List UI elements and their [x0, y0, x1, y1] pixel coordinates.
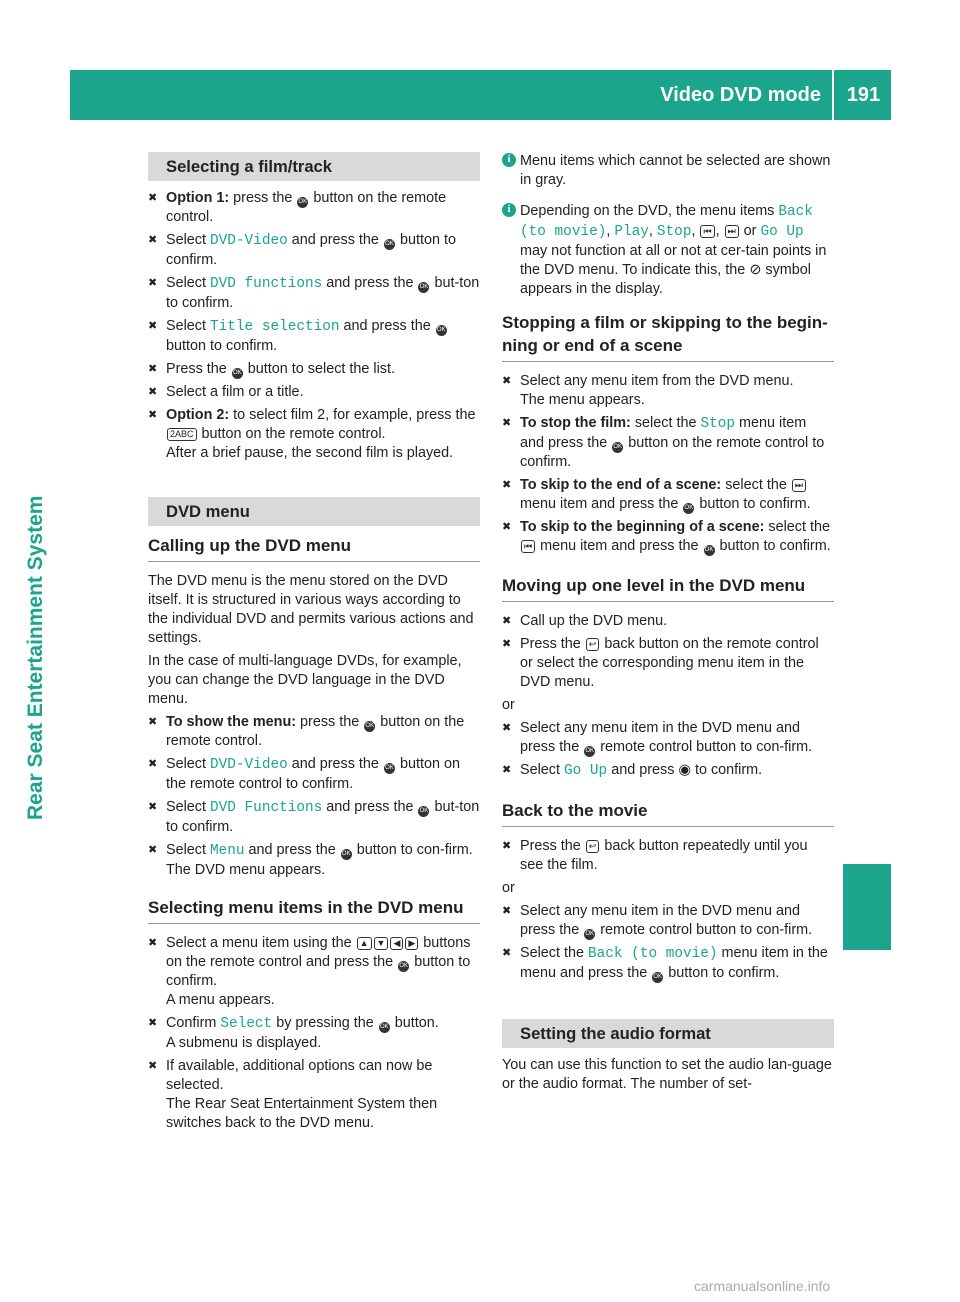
step-select-dvd-functions: ✖ Select DVD Functions and press the OK but-ton to confirm. — [148, 798, 480, 837]
ok-button-icon: OK — [704, 545, 715, 556]
step-press-back: ✖ Press the ↩ back button on the remote control or select the corresponding menu item in the DVD menu. — [502, 635, 834, 692]
ok-button-icon: OK — [297, 197, 308, 208]
section-heading-audio-format: Setting the audio format — [502, 1019, 834, 1048]
step-stop-film: ✖ To stop the film: select the Stop menu item and press the OK button on the remote control to confirm. — [502, 414, 834, 472]
back-button-icon: ↩ — [586, 638, 600, 651]
ok-button-icon: OK — [398, 961, 409, 972]
ok-button-icon: OK — [652, 972, 663, 983]
step-select-menu-item: ✖ Select any menu item in the DVD menu and press the OK remote control button to con-firm. — [502, 902, 834, 940]
watermark: carmanualsonline.info — [694, 1278, 831, 1294]
prohibited-symbol-icon: ⊘ — [749, 262, 762, 278]
or-text: or — [502, 697, 515, 713]
step-select-go-up: ✖ Select Go Up and press ◉ to confirm. — [502, 761, 834, 781]
ok-button-icon: OK — [384, 763, 395, 774]
right-arrow-key-icon: ▶ — [405, 937, 418, 950]
back-button-icon: ↩ — [586, 840, 600, 853]
section-heading-dvd-menu: DVD menu — [148, 497, 480, 526]
paragraph: In the case of multi-language DVDs, for example, you can change the DVD language in the DVD menu. — [148, 653, 462, 707]
step-select-dvd-video: ✖ Select DVD-Video and press the OK button on the remote control to confirm. — [148, 755, 480, 794]
paragraph: The DVD menu is the menu stored on the DVD itself. It is structured in various ways according to the individual DVD and permits various actions and settings. — [148, 573, 474, 646]
subheading-back-to-movie: Back to the movie — [502, 799, 834, 827]
right-column — [502, 152, 834, 1098]
ok-button-icon: OK — [436, 325, 447, 336]
left-arrow-key-icon: ◀ — [390, 937, 403, 950]
skip-back-icon: ⏮ — [700, 225, 714, 238]
step-option1: ✖ Option 1: press the OK button on the remote control. — [148, 189, 480, 227]
ok-button-icon: OK — [418, 282, 429, 293]
info-note: i Depending on the DVD, the menu items Back (to movie), Play, Stop, ⏮ , ⏭ or Go Up may not function at all or not at cer-tain points in the DVD menu. To indicate this, the ⊘ symbol appears in the display. — [502, 202, 834, 299]
step-press-back: ✖ Press the ↩ back button repeatedly until you see the film. — [502, 837, 834, 875]
side-tab-label: Rear Seat Entertainment System — [24, 495, 47, 820]
step-skip-end: ✖ To skip to the end of a scene: select the ⏭ menu item and press the OK button to confirm. — [502, 476, 834, 514]
up-arrow-key-icon: ▲ — [357, 937, 372, 950]
step-select-dvd-video: ✖ Select DVD-Video and press the OK button to confirm. — [148, 231, 480, 270]
step-select-menu-item: ✖ Select any menu item from the DVD menu. The menu appears. — [502, 372, 834, 410]
step-select-title: ✖ Select Title selection and press the OK button to confirm. — [148, 317, 480, 356]
step-select-dvd-functions: ✖ Select DVD functions and press the OK but-ton to confirm. — [148, 274, 480, 313]
subheading-calling-dvd-menu: Calling up the DVD menu — [148, 534, 480, 562]
skip-forward-icon: ⏭ — [792, 479, 806, 492]
ok-button-icon: OK — [232, 368, 243, 379]
step-select-film: ✖ Select a film or a title. — [148, 383, 480, 402]
side-tab-marker — [843, 864, 891, 950]
header-title: Video DVD mode — [660, 84, 821, 106]
section-heading-film-track: Selecting a film/track — [148, 152, 480, 181]
ok-button-icon: OK — [584, 929, 595, 940]
ok-button-icon: OK — [364, 721, 375, 732]
info-icon: i — [502, 153, 516, 167]
key-2abc-icon: 2ABC — [167, 428, 197, 441]
skip-back-icon: ⏮ — [521, 540, 535, 553]
down-arrow-key-icon: ▼ — [374, 937, 389, 950]
subheading-selecting-menu-items: Selecting menu items in the DVD menu — [148, 896, 480, 924]
step-select-menu-item: ✖ Select a menu item using the ▲ ▼ ◀ ▶ buttons on the remote control and press the OK button to confirm. A menu appears. — [148, 934, 480, 1010]
ok-button-icon: OK — [612, 442, 623, 453]
step-additional-options: ✖ If available, additional options can now be selected. The Rear Seat Entertainment System then switches back to the DVD menu. — [148, 1057, 480, 1133]
controller-icon: ◉ — [678, 762, 691, 778]
step-select-back-to-movie: ✖ Select the Back (to movie) menu item in the menu and press the OK button to confirm. — [502, 944, 834, 983]
step-select-menu: ✖ Select Menu and press the OK button to con-firm. The DVD menu appears. — [148, 841, 480, 880]
step-show-menu: ✖ To show the menu: press the OK button on the remote control. — [148, 713, 480, 751]
ok-button-icon: OK — [379, 1022, 390, 1033]
subheading-stopping-film: Stopping a film or skipping to the begin-ning or end of a scene — [502, 311, 834, 362]
ok-button-icon: OK — [584, 746, 595, 757]
step-confirm-select: ✖ Confirm Select by pressing the OK button. A submenu is displayed. — [148, 1014, 480, 1053]
skip-forward-icon: ⏭ — [725, 225, 739, 238]
step-skip-beginning: ✖ To skip to the beginning of a scene: select the ⏮ menu item and press the OK button to confirm. — [502, 518, 834, 556]
info-icon: i — [502, 203, 516, 217]
ok-button-icon: OK — [683, 503, 694, 514]
step-select-menu-item: ✖ Select any menu item in the DVD menu and press the OK remote control button to con-firm. — [502, 719, 834, 757]
page-number: 191 — [846, 84, 881, 106]
step-press-ok: ✖ Press the OK button to select the list. — [148, 360, 480, 379]
or-text: or — [502, 880, 515, 896]
step-option2: ✖ Option 2: to select film 2, for example, press the 2ABC button on the remote control. After a brief pause, the second film is played. — [148, 406, 480, 463]
ok-button-icon: OK — [384, 239, 395, 250]
paragraph: You can use this function to set the audio lan-guage or the audio format. The number of set- — [502, 1057, 832, 1092]
subheading-moving-up-level: Moving up one level in the DVD menu — [502, 574, 834, 602]
info-note: i Menu items which cannot be selected are shown in gray. — [502, 152, 834, 190]
header-divider — [832, 70, 834, 120]
page-header — [70, 70, 891, 120]
ok-button-icon: OK — [341, 849, 352, 860]
left-column — [148, 152, 480, 1137]
ok-button-icon: OK — [418, 806, 429, 817]
step-call-dvd-menu: ✖ Call up the DVD menu. — [502, 612, 834, 631]
